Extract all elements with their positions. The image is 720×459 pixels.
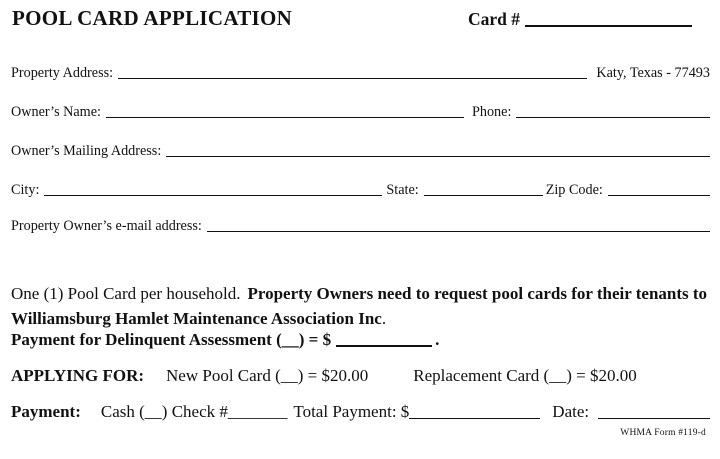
state-line: [424, 195, 543, 196]
property-address-label: Property Address:: [11, 65, 114, 81]
form-number: WHMA Form #119-d: [620, 428, 706, 438]
payment-row: [11, 402, 710, 422]
form-header: [12, 6, 692, 31]
email-row: [11, 218, 710, 235]
notice-period: .: [381, 308, 387, 328]
page-title: POOL CARD APPLICATION: [12, 6, 293, 30]
state-label: State:: [386, 182, 419, 198]
mailing-address-row: [11, 143, 710, 160]
notice-paragraph: [11, 282, 710, 331]
applying-for-row: [11, 366, 710, 386]
card-number-label: Card #: [467, 9, 520, 29]
card-number-line: [525, 25, 692, 27]
delinquent-assessment-label: Payment for Delinquent Assessment (__) = $: [11, 330, 332, 349]
owner-name-line: [106, 117, 464, 118]
total-payment-label: Total Payment: $: [293, 402, 410, 421]
date-label: Date:: [552, 402, 590, 421]
cash-check-field: Cash (__) Check #_______: [100, 402, 288, 421]
city-state-zip-row: [11, 182, 710, 199]
replacement-card-option: Replacement Card (__) = $20.00: [413, 366, 637, 385]
payment-label: Payment:: [11, 402, 81, 421]
city-line: [44, 195, 382, 196]
mailing-address-label: Owner’s Mailing Address:: [11, 143, 162, 159]
property-address-line: [118, 78, 587, 79]
total-payment-line: [409, 418, 540, 419]
delinquent-amount-line: [336, 345, 432, 347]
city-label: City:: [11, 182, 40, 198]
zip-code-label: Zip Code:: [545, 182, 603, 198]
new-pool-card-option: New Pool Card (__) = $20.00: [166, 366, 369, 385]
delinquent-period: .: [435, 330, 440, 349]
phone-line: [516, 117, 710, 118]
phone-label: Phone:: [471, 104, 512, 120]
mailing-address-line: [166, 156, 710, 157]
zip-code-line: [608, 195, 710, 196]
notice-normal-text: One (1) Pool Card per household.: [11, 284, 241, 303]
email-line: [207, 231, 710, 232]
date-line: [598, 418, 710, 419]
property-address-row: [11, 65, 710, 82]
owner-name-row: [11, 104, 710, 121]
notice-bold-text: Property Owners need to request pool cards for their tenants to Williamsburg Hamlet Maintenance Association Inc: [11, 284, 708, 328]
delinquent-assessment-row: [11, 330, 710, 350]
location-suffix: Katy, Texas - 77493: [596, 65, 710, 81]
applying-for-label: APPLYING FOR:: [11, 366, 145, 385]
email-label: Property Owner’s e-mail address:: [11, 218, 202, 234]
owner-name-label: Owner’s Name:: [11, 104, 101, 120]
